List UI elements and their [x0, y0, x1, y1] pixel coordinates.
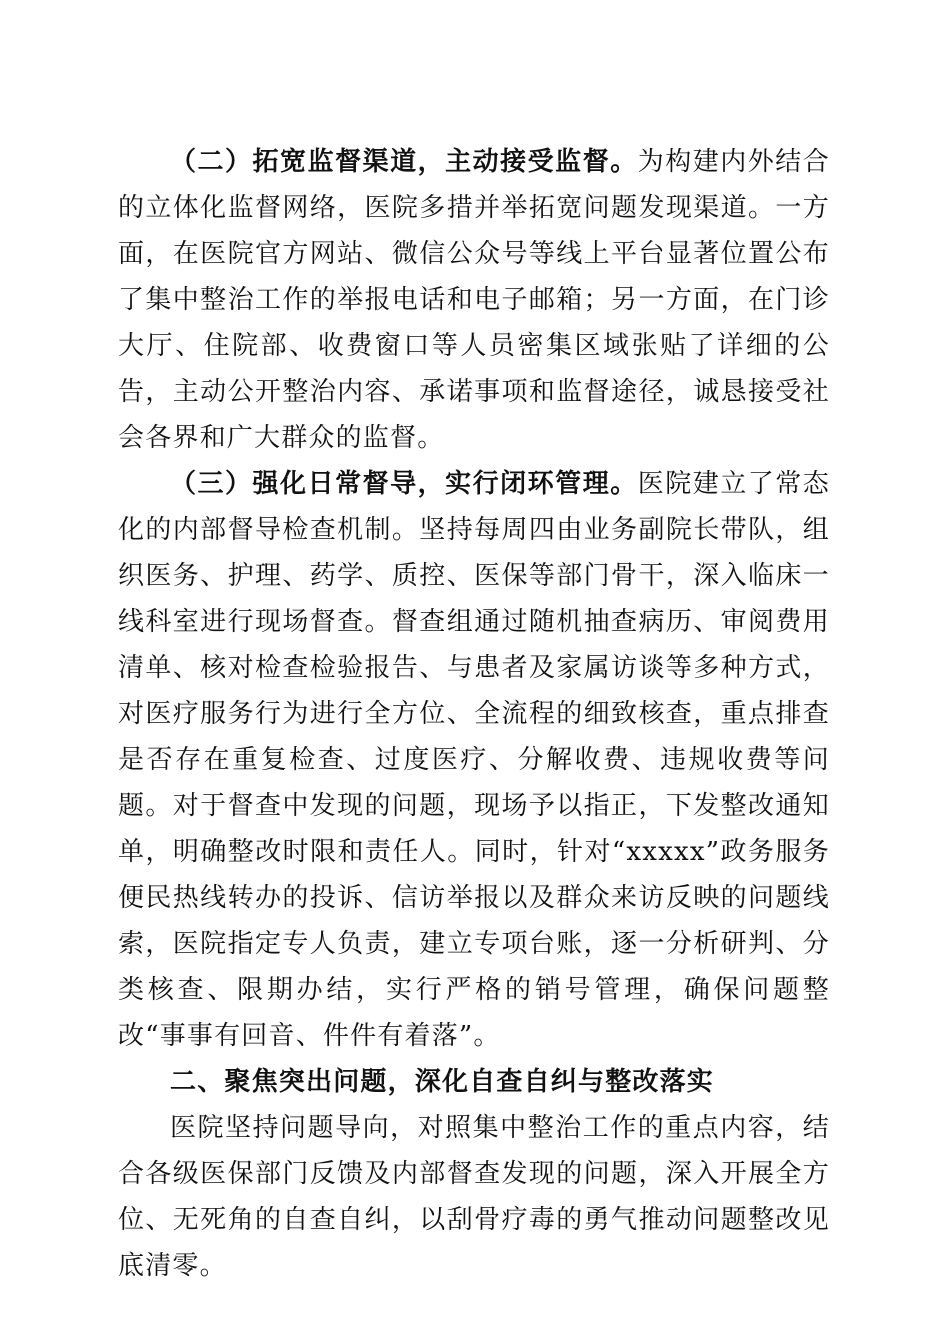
section-three-body: 医院建立了常态化的内部督导检查机制。坚持每周四由业务副院长带队，组织医务、护理、药学、质控、医保等部门骨干，深入临床一线科室进行现场督查。督查组通过随机抽查病历、审阅费用清单、核对检查检验报告、与患者及家属访谈等多种方式，对医疗服务行为进行全方位、全流程的细致核查，重点排查是否存在重复检查、过度医疗、分解收费、违规收费等问题。对于督查中发现的问题，现场予以指正，下发整改通知单，明确整改时限和责任人。同时，针对“xxxxx”政务服务便民热线转办的投诉、信访举报以及群众来访反映的问题线索，医院指定专人负责，建立专项台账，逐一分析研判、分类核查、限期办结，实行严格的销号管理，确保问题整改“事事有回音、件件有着落”。 [118, 469, 830, 1051]
paragraph-section-two [118, 139, 830, 461]
section-two-lead: （二）拓宽监督渠道，主动接受监督。 [170, 147, 638, 177]
section-three-lead: （三）强化日常督导，实行闭环管理。 [170, 469, 638, 499]
heading-section-two: 二、聚焦突出问题，深化自查自纠与整改落实 [170, 1067, 715, 1097]
paragraph-intro: 医院坚持问题导向，对照集中整治工作的重点内容，结合各级医保部门反馈及内部督查发现的问题，深入开展全方位、无死角的自查自纠，以刮骨疗毒的勇气推动问题整改见底清零。 [118, 1113, 830, 1281]
paragraph-section-three [118, 461, 830, 1059]
section-two-body: 为构建内外结合的立体化监督网络，医院多措并举拓宽问题发现渠道。一方面，在医院官方网站、微信公众号等线上平台显著位置公布了集中整治工作的举报电话和电子邮箱；另一方面，在门诊大厅、住院部、收费窗口等人员密集区域张贴了详细的公告，主动公开整治内容、承诺事项和监督途径，诚恳接受社会各界和广大群众的监督。 [118, 147, 830, 453]
document-page [118, 139, 830, 1289]
